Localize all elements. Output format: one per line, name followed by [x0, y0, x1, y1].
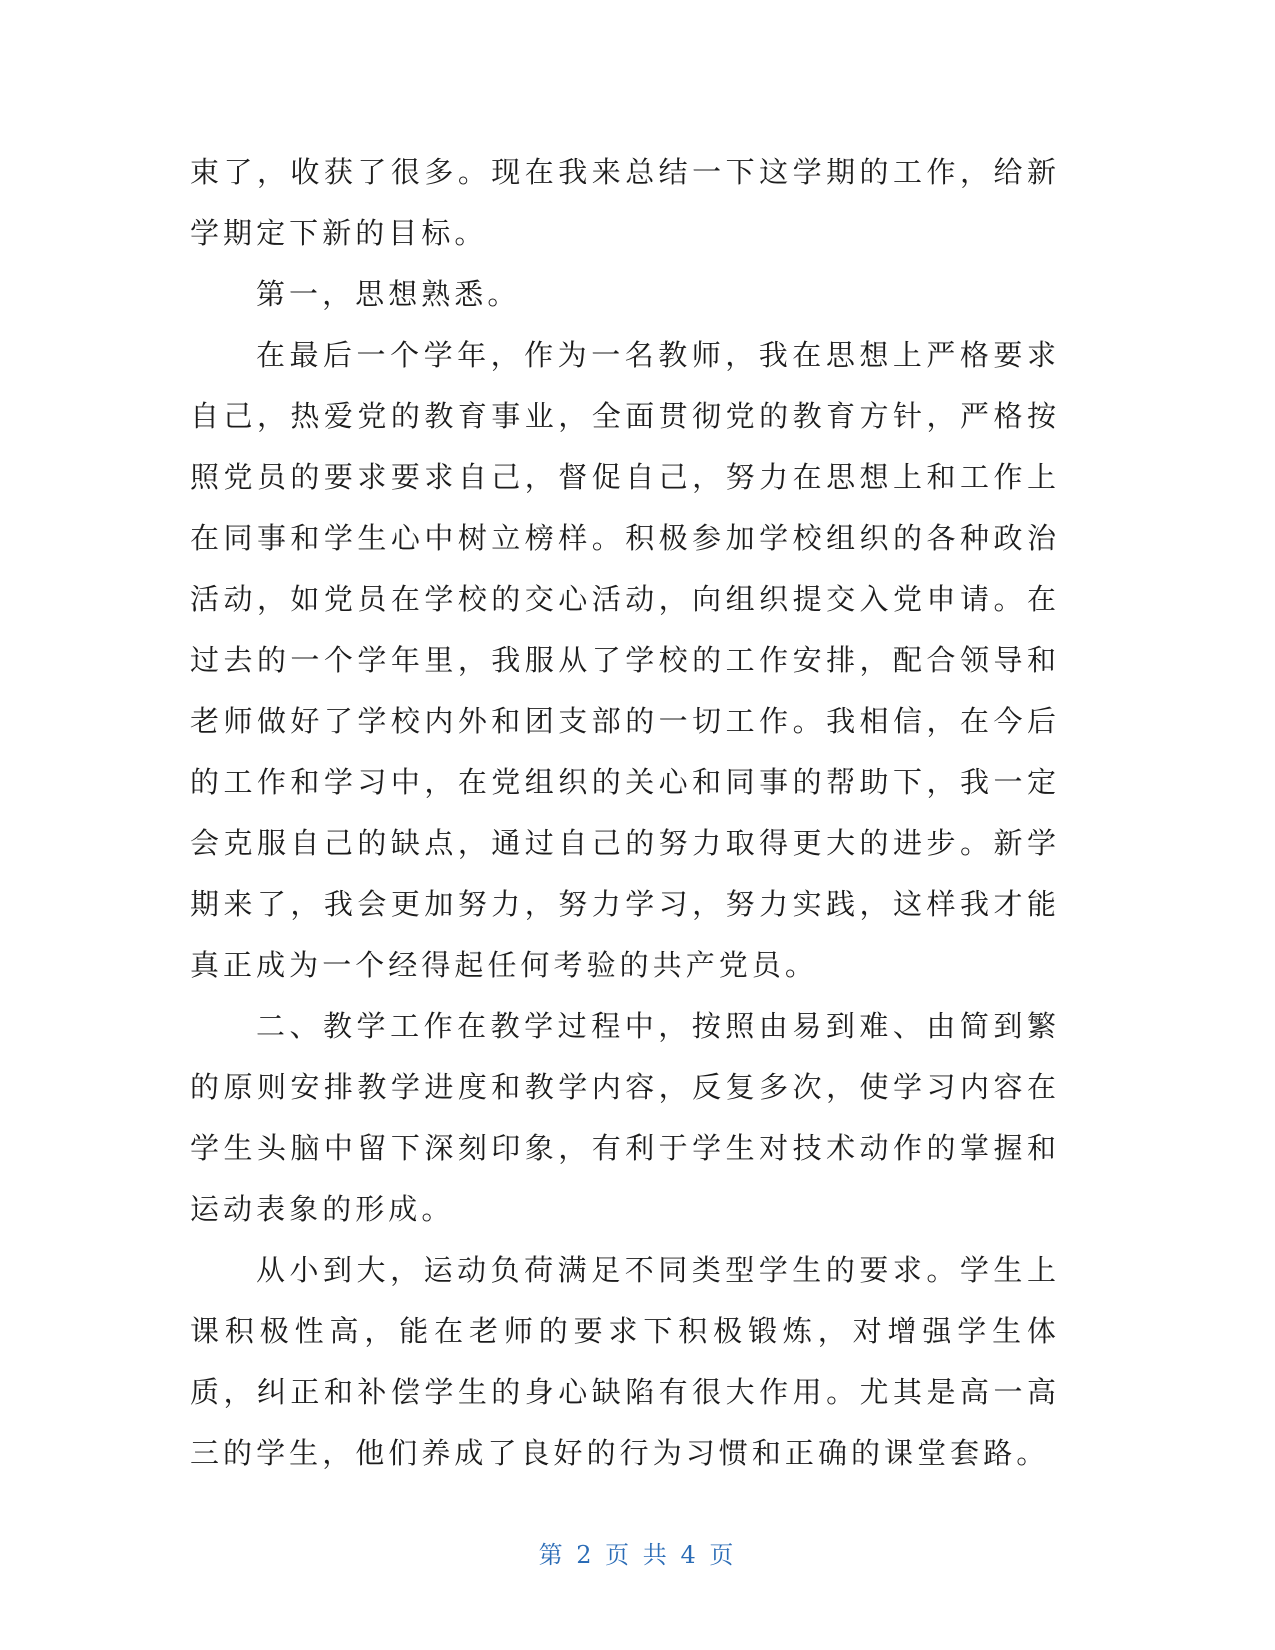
page-number-footer: 第 2 页 共 4 页	[538, 1541, 737, 1569]
paragraph-continuation: 束了，收获了很多。现在我来总结一下这学期的工作，给新学期定下新的目标。	[190, 155, 1060, 250]
document-body	[190, 142, 1060, 1484]
paragraph-teaching-work: 二、教学工作在教学过程中，按照由易到难、由简到繁的原则安排教学进度和教学内容，反复多次，使学习内容在学生头脑中留下深刻印象，有利于学生对技术动作的掌握和运动表象的形成。	[190, 1009, 1060, 1226]
paragraph-exercise-load: 从小到大，运动负荷满足不同类型学生的要求。学生上课积极性高，能在老师的要求下积极锻炼，对增强学生体质，纠正和补偿学生的身心缺陷有很大作用。尤其是高一高三的学生，他们养成了良好的行为习惯和正确的课堂套路。	[190, 1253, 1060, 1470]
paragraph-thought-detail: 在最后一个学年，作为一名教师，我在思想上严格要求自己，热爱党的教育事业，全面贯彻党的教育方针，严格按照党员的要求要求自己，督促自己，努力在思想上和工作上在同事和学生心中树立榜样。积极参加学校组织的各种政治活动，如党员在学校的交心活动，向组织提交入党申请。在过去的一个学年里，我服从了学校的工作安排，配合领导和老师做好了学校内外和团支部的一切工作。我相信，在今后的工作和学习中，在党组织的关心和同事的帮助下，我一定会克服自己的缺点，通过自己的努力取得更大的进步。新学期来了，我会更加努力，努力学习，努力实践，这样我才能真正成为一个经得起任何考验的共产党员。	[190, 338, 1060, 982]
paragraph-heading-thought: 第一，思想熟悉。	[256, 277, 521, 311]
